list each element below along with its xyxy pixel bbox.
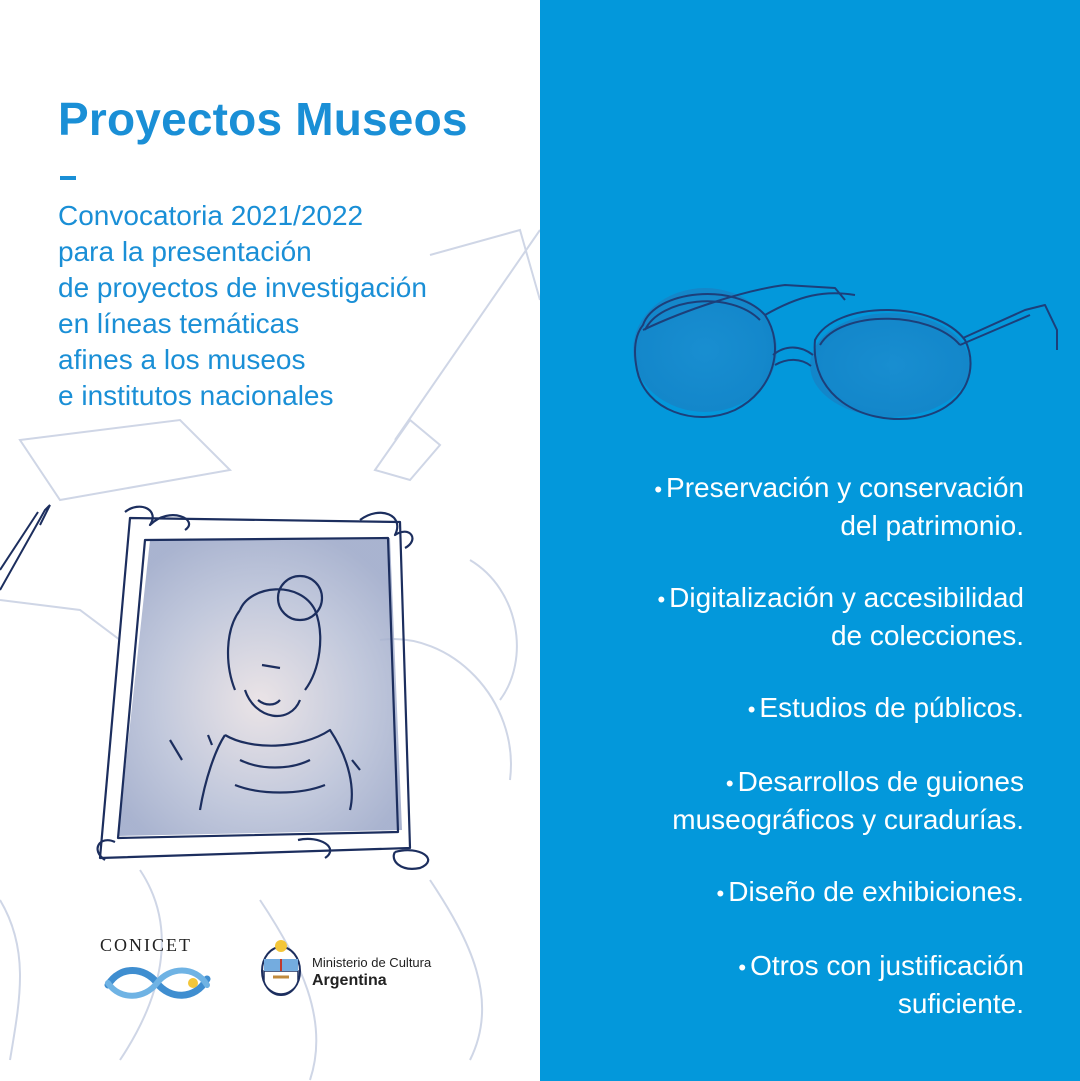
subtitle-line: e institutos nacionales [58, 380, 334, 411]
topic-line: Otros con justificación [750, 950, 1024, 981]
argentina-coat-of-arms-icon [258, 937, 304, 999]
ministry-logo-line1: Ministerio de Cultura [312, 955, 432, 970]
bullet-icon: • [747, 697, 756, 722]
ministry-logo-line2: Argentina [312, 972, 387, 989]
topic-line: Estudios de públicos. [759, 692, 1024, 723]
topic-line: Desarrollos de guiones [737, 766, 1024, 797]
eyeglasses-sketch-icon [625, 270, 1080, 430]
topic-line: Diseño de exhibiciones. [728, 876, 1024, 907]
subtitle-line: afines a los museos [58, 344, 306, 375]
subtitle-line: de proyectos de investigación [58, 272, 427, 303]
subtitle-line: para la presentación [58, 236, 312, 267]
bullet-icon: • [657, 587, 666, 612]
topic-line: museográficos y curadurías. [672, 804, 1024, 835]
right-panel [540, 0, 1080, 1081]
topic-item [544, 580, 1024, 654]
topic-line: del patrimonio. [840, 510, 1024, 541]
subtitle-line: Convocatoria 2021/2022 [58, 200, 364, 231]
topic-line: suficiente. [897, 988, 1024, 1019]
topic-item [544, 948, 1024, 1022]
topic-item [544, 690, 1024, 728]
topic-item [544, 470, 1024, 544]
logos-bar [100, 935, 500, 1005]
bullet-icon: • [716, 881, 725, 906]
bullet-icon: • [725, 771, 734, 796]
topic-line: de colecciones. [830, 620, 1024, 651]
page-title: Proyectos Museos [58, 93, 468, 145]
conicet-infinity-logo-icon [100, 961, 215, 1003]
topic-item [544, 874, 1024, 912]
topic-line: Digitalización y accesibilidad [669, 582, 1024, 613]
topics-list [544, 470, 1024, 1058]
topic-line: Preservación y conservación [666, 472, 1024, 503]
subtitle-line: en líneas temáticas [58, 308, 300, 339]
bullet-icon: • [738, 955, 747, 980]
topic-item [544, 764, 1024, 838]
conicet-logo-text: CONICET [100, 935, 192, 955]
bullet-icon: • [654, 477, 663, 502]
